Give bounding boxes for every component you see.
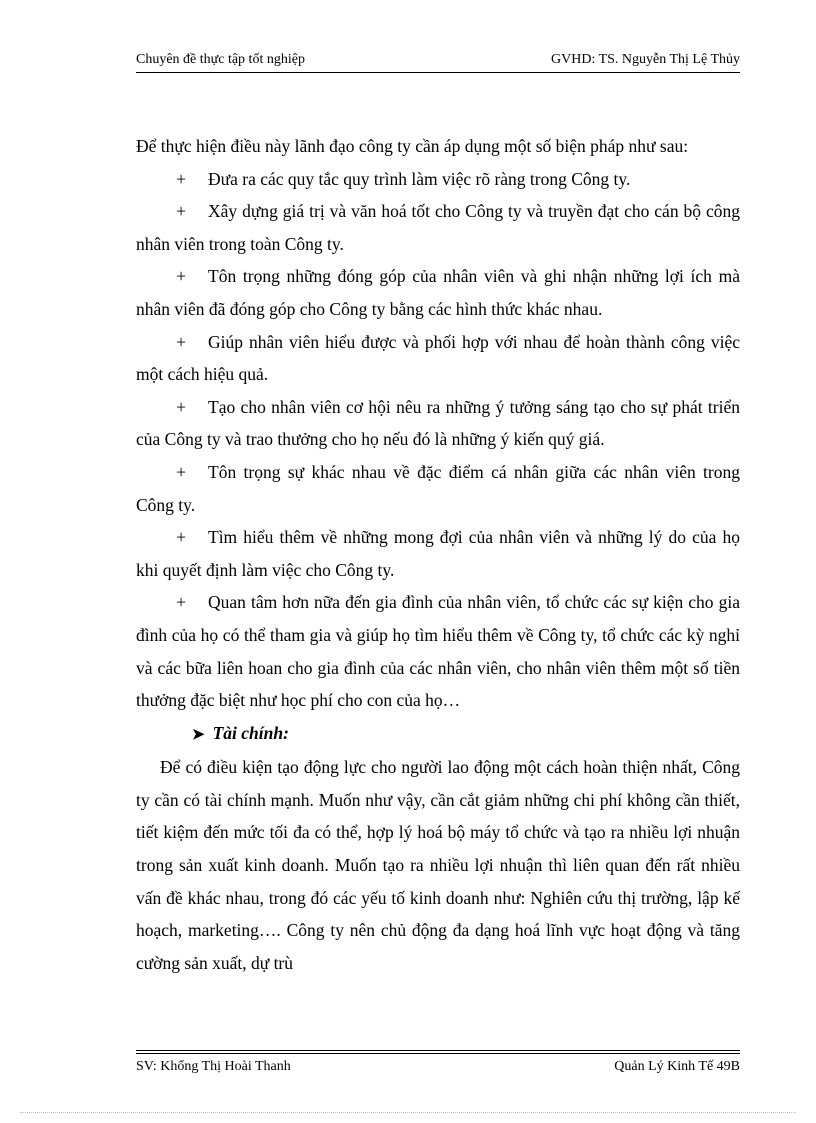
bullet-marker: + <box>176 266 186 287</box>
bullet-marker: + <box>176 331 186 352</box>
bullet-text: Giúp nhân viên hiểu được và phối hợp với nhau để hoàn thành công việc một cách hiệu quả. <box>136 331 740 385</box>
footer-student: SV: Khổng Thị Hoài Thanh <box>136 1059 291 1074</box>
footer-rule-thick <box>136 1050 740 1051</box>
footer-major: Quản Lý Kinh Tế 49B <box>614 1059 740 1074</box>
bullet-item <box>136 195 740 260</box>
page-header <box>136 50 740 73</box>
bullet-text: Quan tâm hơn nữa đến gia đình của nhân viên, tổ chức các sự kiện cho gia đình của họ có thể tham gia và giúp họ tìm hiểu thêm về Công ty, tổ chức các kỳ nghỉ và các bữa liên hoan cho gia đình của các nhân viên, cho nhân viên thêm một số tiền thưởng đặc biệt như học phí cho con của họ… <box>136 592 740 711</box>
section-heading <box>136 717 740 752</box>
bullet-marker: + <box>176 592 186 613</box>
document-body <box>136 130 740 979</box>
bullet-text: Xây dựng giá trị và văn hoá tốt cho Công ty và truyền đạt cho cán bộ công nhân viên trong toàn Công ty. <box>136 201 740 254</box>
intro-paragraph: Để thực hiện điều này lãnh đạo công ty cần áp dụng một số biện pháp như sau: <box>136 136 689 156</box>
bullet-item <box>136 521 740 586</box>
bullet-marker: + <box>176 396 186 417</box>
bullet-marker: + <box>176 461 186 482</box>
bullet-text: Tôn trọng sự khác nhau về đặc điểm cá nhân giữa các nhân viên trong Công ty. <box>136 461 740 515</box>
bullet-item <box>136 586 740 716</box>
finance-paragraph: Để có điều kiện tạo động lực cho người lao động một cách hoàn thiện nhất, Công ty cần có tài chính mạnh. Muốn như vậy, cần cắt giảm những chi phí không cần thiết, tiết kiệm đến mức tối đa có thể, hợp lý hoá bộ máy tổ chức và tạo ra nhiều lợi nhuận trong sản xuất kinh doanh. Muốn tạo ra nhiều lợi nhuận thì liên quan đến rất nhiều vấn đề khác nhau, trong đó các yếu tố kinh doanh như: Nghiên cứu thị trường, lập kế hoạch, marketing…. Công ty nên chủ động đa dạng hoá lĩnh vực hoạt động và tăng cường sản xuất, dự trù <box>136 757 740 973</box>
section-title: Tài chính: <box>212 722 289 743</box>
bullet-text: Tìm hiểu thêm về những mong đợi của nhân viên và những lý do của họ khi quyết định làm việc cho Công ty. <box>136 527 740 580</box>
page-footer <box>136 1050 740 1074</box>
bullet-item <box>136 260 740 325</box>
header-supervisor: GVHD: TS. Nguyễn Thị Lệ Thủy <box>551 52 740 67</box>
bullet-marker: + <box>176 527 186 548</box>
footer-rule-thin <box>136 1053 740 1054</box>
bullet-marker: + <box>176 168 186 189</box>
bullet-item <box>136 391 740 456</box>
bullet-text: Đưa ra các quy tắc quy trình làm việc rõ ràng trong Công ty. <box>208 168 631 189</box>
arrow-bullet-icon: ➤ <box>192 726 205 743</box>
bullet-item <box>136 163 740 196</box>
bullet-text: Tôn trọng những đóng góp của nhân viên và ghi nhận những lợi ích mà nhân viên đã đóng góp cho Công ty bằng các hình thức khác nhau. <box>136 266 740 319</box>
bullet-text: Tạo cho nhân viên cơ hội nêu ra những ý tưởng sáng tạo cho sự phát triển của Công ty và trao thưởng cho họ nếu đó là những ý kiến quý giá. <box>136 396 740 450</box>
bullet-marker: + <box>176 201 186 222</box>
page-bottom-edge <box>20 1112 796 1113</box>
bullet-item <box>136 456 740 521</box>
header-course-title: Chuyên đề thực tập tốt nghiệp <box>136 52 305 67</box>
bullet-item <box>136 326 740 391</box>
